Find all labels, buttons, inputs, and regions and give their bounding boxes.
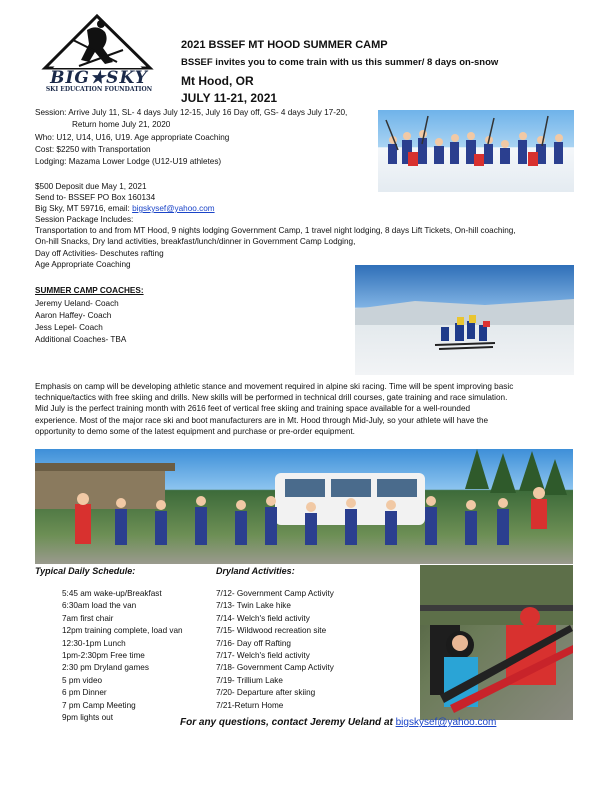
schedule-item: 12:30-1pm Lunch xyxy=(62,638,126,648)
dryland-item: 7/12- Government Camp Activity xyxy=(216,589,334,598)
schedule-item: 7am first chair xyxy=(62,613,114,623)
contact-text: For any questions, contact Jeremy Ueland at xyxy=(180,717,396,728)
dryland-item: 7/17- Welch's field activity xyxy=(216,651,310,661)
logo-wordmark xyxy=(39,68,159,88)
contact-line xyxy=(180,717,496,728)
logo xyxy=(35,10,160,95)
emphasis-line: experience. Most of the major race ski and boot manufacturers are in Mt. Hood through Mid-July, so your athlete will have the xyxy=(35,415,489,425)
who-line: Who: U12, U14, U16, U19. Age appropriate Coaching xyxy=(35,133,230,142)
dates: JULY 11-21, 2021 xyxy=(181,91,278,105)
dryland-item: 7/18- Government Camp Activity xyxy=(216,663,334,673)
schedule-item: 5 pm video xyxy=(62,675,103,685)
emphasis-line: opportunity to demo some of the latest equipment and purchase or pre-order equipment. xyxy=(35,426,355,436)
dryland-item: 7/20- Departure after skiing xyxy=(216,688,316,698)
schedule-item: 7 pm Camp Meeting xyxy=(62,700,136,710)
location: Mt Hood, OR xyxy=(181,74,254,88)
team-on-snow-photo xyxy=(378,110,574,192)
schedule-item: 5:45 am wake-up/Breakfast xyxy=(62,589,162,598)
emphasis-line: Mid July is the perfect training month with 2616 feet of vertical free skiing and training space available for a well-rounded xyxy=(35,404,471,414)
schedule-item: 6 pm Dinner xyxy=(62,688,107,698)
dryland-heading: Dryland Activities: xyxy=(216,566,295,576)
coach-item: Jeremy Ueland- Coach xyxy=(35,299,119,308)
schedule-item: 2:30 pm Dryland games xyxy=(62,663,149,673)
dryland-list xyxy=(216,588,334,712)
schedule-item: 12pm training complete, load van xyxy=(62,626,183,636)
logo-name-left: BIG xyxy=(50,68,90,88)
address-line xyxy=(35,204,215,215)
package-line-1: Transportation to and from MT Hood, 9 nights lodging Government Camp, 1 travel night lodging, 8 days Lift Tickets, On-hill coaching, xyxy=(35,226,516,235)
dryland-item: 7/16- Day off Rafting xyxy=(216,638,291,648)
coach-item: Jess Lepel- Coach xyxy=(35,323,103,332)
emphasis-line: technique/tactics with free skiing and drills. New skills will be performed in technical drill courses, gate training and race simulation. xyxy=(35,393,508,403)
page-subtitle: BSSEF invites you to come train with us this summer/ 8 days on-snow xyxy=(181,57,499,68)
dryland-item: 7/14- Welch's field activity xyxy=(216,613,310,623)
age-line: Age Appropriate Coaching xyxy=(35,260,131,269)
logo-foundation: SKI EDUCATION FOUNDATION xyxy=(45,86,153,93)
ski-tuning-photo xyxy=(420,565,573,720)
coach-item: Aaron Haffey- Coach xyxy=(35,311,112,320)
session-line-2: Return home July 21, 2020 xyxy=(72,120,171,129)
cost-line: Cost: $2250 with Transportation xyxy=(35,145,151,154)
lodging-line: Lodging: Mazama Lower Lodge (U12-U19 athletes) xyxy=(35,157,222,166)
group-van-photo xyxy=(35,449,573,564)
deposit-line: $500 Deposit due May 1, 2021 xyxy=(35,182,147,191)
package-heading: Session Package Includes: xyxy=(35,215,134,224)
dryland-item: 7/19- Trillium Lake xyxy=(216,675,283,685)
dryland-item: 7/15- Wildwood recreation site xyxy=(216,626,327,636)
emphasis-line: Emphasis on camp will be developing athletic stance and movement required in alpine ski racing. Time will be spent improving basic xyxy=(35,382,514,391)
coach-item: Additional Coaches- TBA xyxy=(35,335,127,344)
address-text: Big Sky, MT 59716, email: xyxy=(35,204,133,213)
schedule-item: 6:30am load the van xyxy=(62,601,137,611)
coaches-heading: SUMMER CAMP COACHES: xyxy=(35,286,144,295)
page-title: 2021 BSSEF MT HOOD SUMMER CAMP xyxy=(181,39,388,51)
coaches-list xyxy=(35,298,126,346)
session-line-1: Session: Arrive July 11, SL- 4 days July 12-15, July 16 Day off, GS- 4 days July 17-20, xyxy=(35,108,348,117)
schedule-heading: Typical Daily Schedule: xyxy=(35,566,136,576)
contact-email-link[interactable]: bigskysef@yahoo.com xyxy=(395,717,497,728)
dryland-item: 7/21-Return Home xyxy=(216,700,284,710)
schedule-list xyxy=(62,588,183,724)
package-line-2: On-hill Snacks, Dry land activities, breakfast/lunch/dinner in Government Camp Lodging, xyxy=(35,237,356,246)
send-to-line: Send to- BSSEF PO Box 160134 xyxy=(35,193,156,202)
ski-drill-photo xyxy=(355,265,574,375)
dryland-item: 7/13- Twin Lake hike xyxy=(216,601,291,611)
email-link[interactable]: bigskysef@yahoo.com xyxy=(132,204,215,213)
emphasis-paragraph xyxy=(35,381,513,437)
logo-star-icon: ★ xyxy=(89,68,107,88)
logo-name-right: SKY xyxy=(106,68,148,88)
schedule-item: 9pm lights out xyxy=(62,713,113,723)
schedule-item: 1pm-2:30pm Free time xyxy=(62,651,145,661)
day-off-line: Day off Activities- Deschutes rafting xyxy=(35,249,164,258)
